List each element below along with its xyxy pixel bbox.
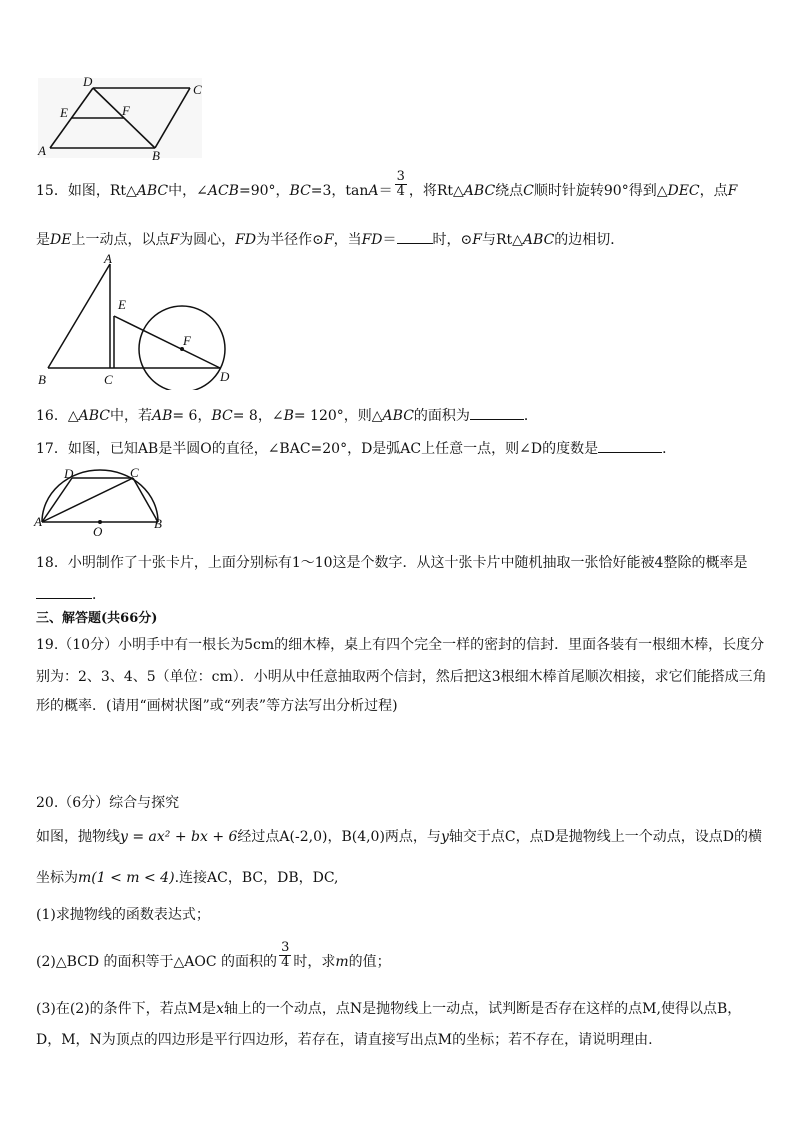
q15-text: 中，∠	[168, 183, 208, 199]
edge-AB	[48, 264, 110, 368]
question-17	[36, 438, 676, 458]
q15-var: FD	[361, 232, 383, 248]
q18-text: ．	[92, 587, 106, 603]
fraction-numerator: 3	[281, 939, 290, 955]
answer-blank-15[interactable]	[397, 229, 433, 244]
question-19-line-2: 别为：2、3、4、5（单位：cm）．小明从中任意抽取两个信封，然后把这3根细木棒首尾顺次相接，求它们能搭成三角	[36, 669, 767, 685]
label-C: C	[193, 82, 202, 97]
label-A: A	[104, 251, 112, 266]
q16-text: = 8，∠	[232, 408, 284, 424]
q16-text: ．	[523, 408, 538, 424]
edge-ED	[114, 316, 220, 368]
label-B: B	[152, 148, 160, 160]
q15-text: 绕点	[495, 183, 524, 199]
label-D: D	[83, 76, 93, 89]
q15-var: ABC	[522, 232, 555, 248]
question-19-line-1: 19.（10分）小明手中有一根长为5cm的细木棒，桌上有四个完全一样的密封的信封．里面各装有一根细木棒，长度分	[36, 637, 765, 653]
fraction-numerator: 3	[396, 168, 405, 184]
q15-var: F	[323, 232, 334, 248]
label-F: F	[183, 333, 191, 348]
question-18-line-2	[36, 584, 106, 604]
q15-var: A	[368, 183, 379, 199]
q15-text: 顺时针旋转90°得到△	[533, 183, 668, 199]
q15-var: DEC	[667, 183, 700, 199]
q15-text: 为半径作⊙	[256, 232, 324, 248]
q15-var: C	[523, 183, 534, 199]
answer-blank-18[interactable]	[36, 584, 92, 599]
q15-var: F	[169, 232, 180, 248]
q15-text: 是	[36, 232, 50, 248]
question-20-part-2	[36, 939, 391, 971]
question-20-part-3-line-1	[36, 1000, 741, 1018]
q20-text: (3)在(2)的条件下，若点M是	[36, 1001, 216, 1017]
q15-var: BC	[289, 183, 311, 199]
q20-text: (2)△BCD 的面积等于△AOC 的面积的	[36, 954, 278, 970]
question-18-line-1	[36, 554, 747, 572]
q15-var: F	[472, 232, 482, 248]
q15-text: ，当	[333, 232, 362, 248]
q20-text: .连接AC，BC，DB，DC,	[174, 870, 339, 886]
figure-rotated-triangle	[30, 250, 240, 390]
q15-text: 15．如图，Rt△	[36, 183, 137, 199]
q20-var: m	[335, 954, 349, 970]
question-19-line-3: 形的概率．(请用“画树状图”或“列表”等方法写出分析过程)	[36, 698, 398, 714]
q16-text: 的面积为	[413, 408, 470, 424]
q15-text: 与Rt△	[481, 232, 523, 248]
label-A: A	[34, 514, 42, 529]
q15-text: =3，tan	[310, 183, 369, 199]
parabola-formula: y = ax² + bx + 6	[120, 829, 238, 845]
q16-var: ABC	[382, 408, 414, 424]
q16-text: 16．△	[36, 408, 79, 424]
q15-text: 的边相切．	[554, 232, 625, 248]
q15-var: ABC	[463, 183, 496, 199]
q15-text: 上一动点，以点	[71, 232, 170, 248]
q20-text: 经过点A(-2,0)，B(4,0)两点，与	[237, 829, 441, 845]
section-title: 三、解答题(共66分)	[36, 611, 158, 626]
question-20-line-2	[36, 869, 339, 887]
q20-text: 时，求	[293, 954, 336, 970]
question-20-part-3-line-2: D，M，N为顶点的四边形是平行四边形，若存在，请直接写出点M的坐标；若不存在，请说明理由.	[36, 1032, 653, 1048]
q15-text: ，将Rt△	[408, 183, 464, 199]
figure-parallelogram	[30, 76, 210, 160]
q15-var: DE	[50, 232, 72, 248]
question-15-line-1	[36, 168, 738, 200]
q15-text: 时，⊙	[432, 232, 473, 248]
label-B: B	[38, 372, 46, 387]
q16-var: BC	[211, 408, 233, 424]
fraction-denominator: 4	[396, 183, 405, 199]
q15-text: ＝	[378, 183, 393, 199]
q15-text: ，点	[699, 183, 728, 199]
answer-blank-16[interactable]	[470, 405, 524, 420]
q15-var: F	[727, 183, 738, 199]
q17-text: ．	[662, 441, 677, 457]
q16-var: ABC	[78, 408, 110, 424]
question-20-title: 20.（6分）综合与探究	[36, 795, 180, 811]
q15-text: =90°，	[238, 183, 290, 199]
fraction-3-4	[395, 170, 407, 199]
q16-text: 中，若	[109, 408, 152, 424]
q15-text: ＝	[382, 232, 397, 248]
label-C: C	[130, 466, 139, 480]
q20-var: x	[216, 1001, 224, 1017]
fraction-denominator: 4	[281, 954, 290, 970]
question-16	[36, 405, 538, 425]
question-20-line-1	[36, 828, 762, 846]
q20-text: 如图，抛物线	[36, 829, 120, 845]
q20-text: 轴上的一个动点，点N是抛物线上一动点，试判断是否存在这样的点M,使得以点B，	[223, 1001, 742, 1017]
m-range: m(1 < m < 4)	[78, 870, 175, 886]
label-D: D	[64, 466, 74, 481]
question-20-part-1: (1)求抛物线的函数表达式；	[36, 907, 210, 923]
answer-blank-17[interactable]	[598, 438, 662, 453]
q20-var: y	[440, 829, 449, 845]
label-C: C	[104, 372, 113, 387]
q16-text: = 120°，则△	[293, 408, 383, 424]
q20-text: 轴交于点C，点D是抛物线上一个动点，设点D的横	[448, 829, 763, 845]
fraction-3-4	[279, 941, 291, 970]
label-E: E	[118, 297, 126, 312]
label-F: F	[122, 103, 130, 118]
q17-text: 17．如图，已知AB是半圆O的直径，∠BAC=20°，D是弧AC上任意一点，则∠D的度数是	[36, 441, 599, 457]
figure-semicircle	[30, 466, 170, 538]
q16-var: AB	[151, 408, 173, 424]
q20-text: 坐标为	[36, 870, 78, 886]
label-E: E	[60, 105, 68, 120]
label-D: D	[220, 369, 230, 384]
q15-var: ACB	[207, 183, 239, 199]
q15-var: ABC	[136, 183, 169, 199]
q16-text: = 6，	[172, 408, 212, 424]
q20-text: 的值；	[348, 954, 391, 970]
chord-AC	[42, 478, 133, 522]
q15-text: 为圆心，	[179, 232, 236, 248]
q18-text: 18．小明制作了十张卡片，上面分别标有1～10这是个数字．从这十张卡片中随机抽取一张恰好能被4整除的概率是	[36, 555, 748, 571]
q15-var: FD	[235, 232, 257, 248]
label-O: O	[93, 524, 103, 538]
label-A: A	[38, 143, 46, 158]
question-15-line-2	[36, 229, 624, 249]
q16-var: B	[283, 408, 294, 424]
label-B: B	[154, 516, 162, 531]
